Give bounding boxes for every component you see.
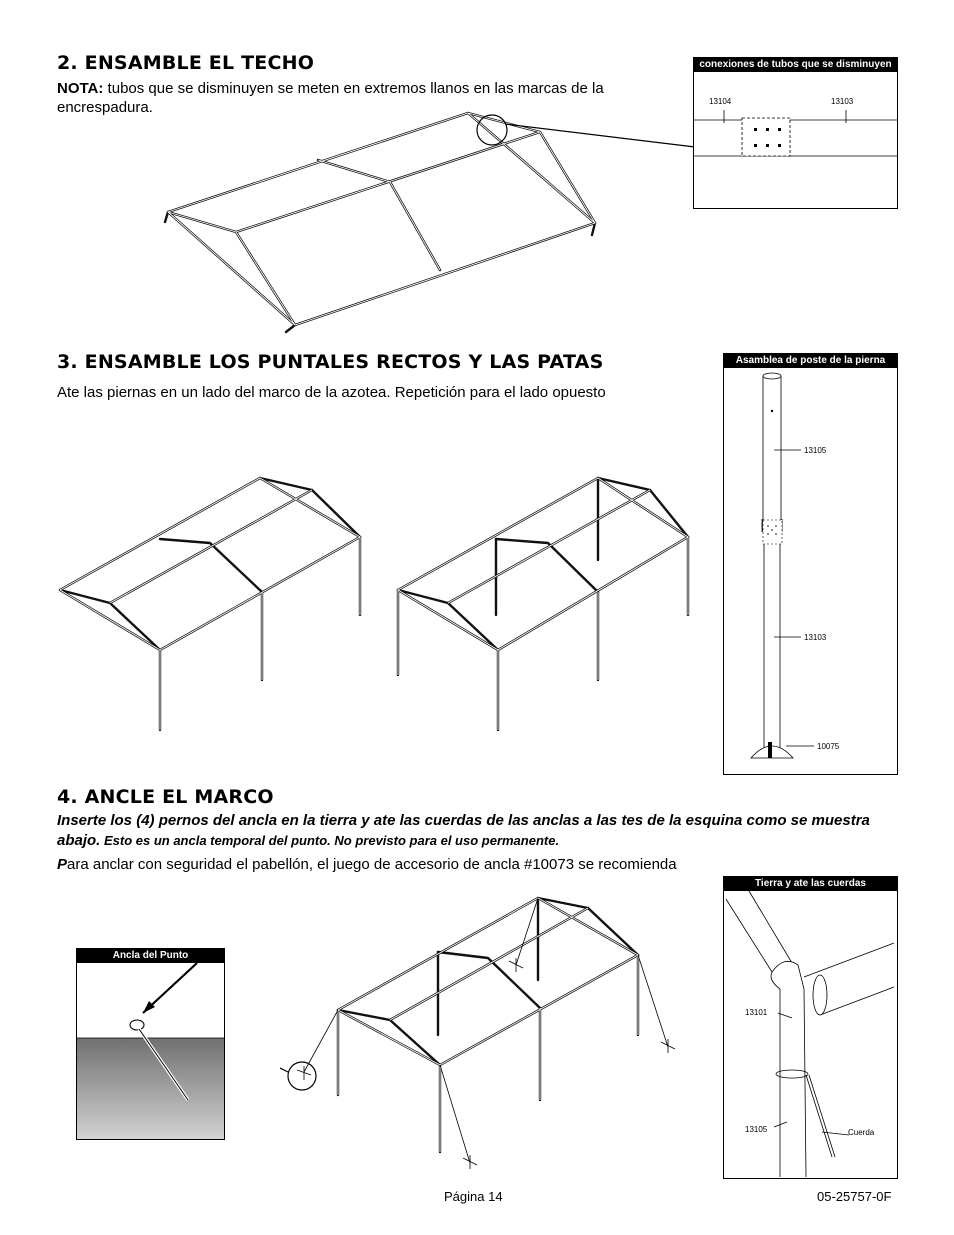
point-anchor-drawing (77, 949, 224, 1139)
anchor-instruction: Inserte los (4) pernos del ancla en la tierra y ate las cuerdas de las anclas a las tes de la esquina como se muestra abajo. (57, 812, 870, 849)
section-3-heading: 3. ENSAMBLE LOS PUNTALES RECTOS Y LAS PATAS (57, 351, 604, 373)
part-label-13105-rope: 13105 (745, 1125, 768, 1134)
section-4-instruction (57, 811, 907, 851)
section-2-heading: 2. ENSAMBLE EL TECHO (57, 52, 315, 74)
recommendation-initial: P (57, 856, 68, 873)
detail-callout-line (505, 124, 695, 147)
recommendation-text: ara anclar con seguridad el pabellón, el juego de accesorio de ancla #10073 se recomienda (67, 856, 677, 873)
section-3-text: Ate las piernas en un lado del marco de la azotea. Repetición para el lado opuesto (57, 384, 606, 401)
leg-post-assembly-inset-title: Asamblea de poste de la pierna (724, 354, 897, 368)
note-text: tubos que se disminuyen se meten en extremos llanos en las marcas de la encrespadura. (57, 80, 604, 116)
tube-connection-drawing (694, 58, 897, 208)
leg-post-assembly-inset (723, 353, 898, 775)
frame-legs-both-sides-illustration (388, 465, 718, 740)
section-4-heading: 4. ANCLE EL MARCO (57, 786, 274, 808)
part-label-13101: 13101 (745, 1008, 768, 1017)
note-label: NOTA: (57, 80, 104, 97)
anchor-callout-circle (288, 1062, 316, 1090)
roof-frame-illustration (150, 110, 710, 335)
point-anchor-inset (76, 948, 225, 1140)
anchored-frame-illustration (280, 890, 700, 1180)
rope-tie-inset (723, 876, 898, 1179)
rope-label: Cuerda (848, 1128, 875, 1137)
part-label-10075: 10075 (817, 742, 840, 751)
point-anchor-inset-title: Ancla del Punto (77, 949, 224, 963)
tube-connection-inset-title: conexiones de tubos que se disminuyen (694, 58, 897, 72)
section-4-recommendation (57, 855, 737, 874)
part-label-13103-leg: 13103 (804, 633, 827, 642)
part-label-13104: 13104 (709, 97, 732, 106)
frame-legs-one-side-illustration (50, 465, 380, 740)
part-label-13105: 13105 (804, 446, 827, 455)
page-number: Página 14 (444, 1189, 503, 1204)
anchor-callout-line (280, 1040, 288, 1072)
document-code: 05-25757-0F (817, 1189, 892, 1204)
tube-connection-inset (693, 57, 898, 209)
rope-tie-inset-title: Tierra y ate las cuerdas (724, 877, 897, 891)
anchor-temporary-note: Esto es un ancla temporal del punto. No previsto para el uso permanente. (100, 833, 560, 848)
leg-post-drawing (724, 354, 897, 774)
part-label-13103: 13103 (831, 97, 854, 106)
